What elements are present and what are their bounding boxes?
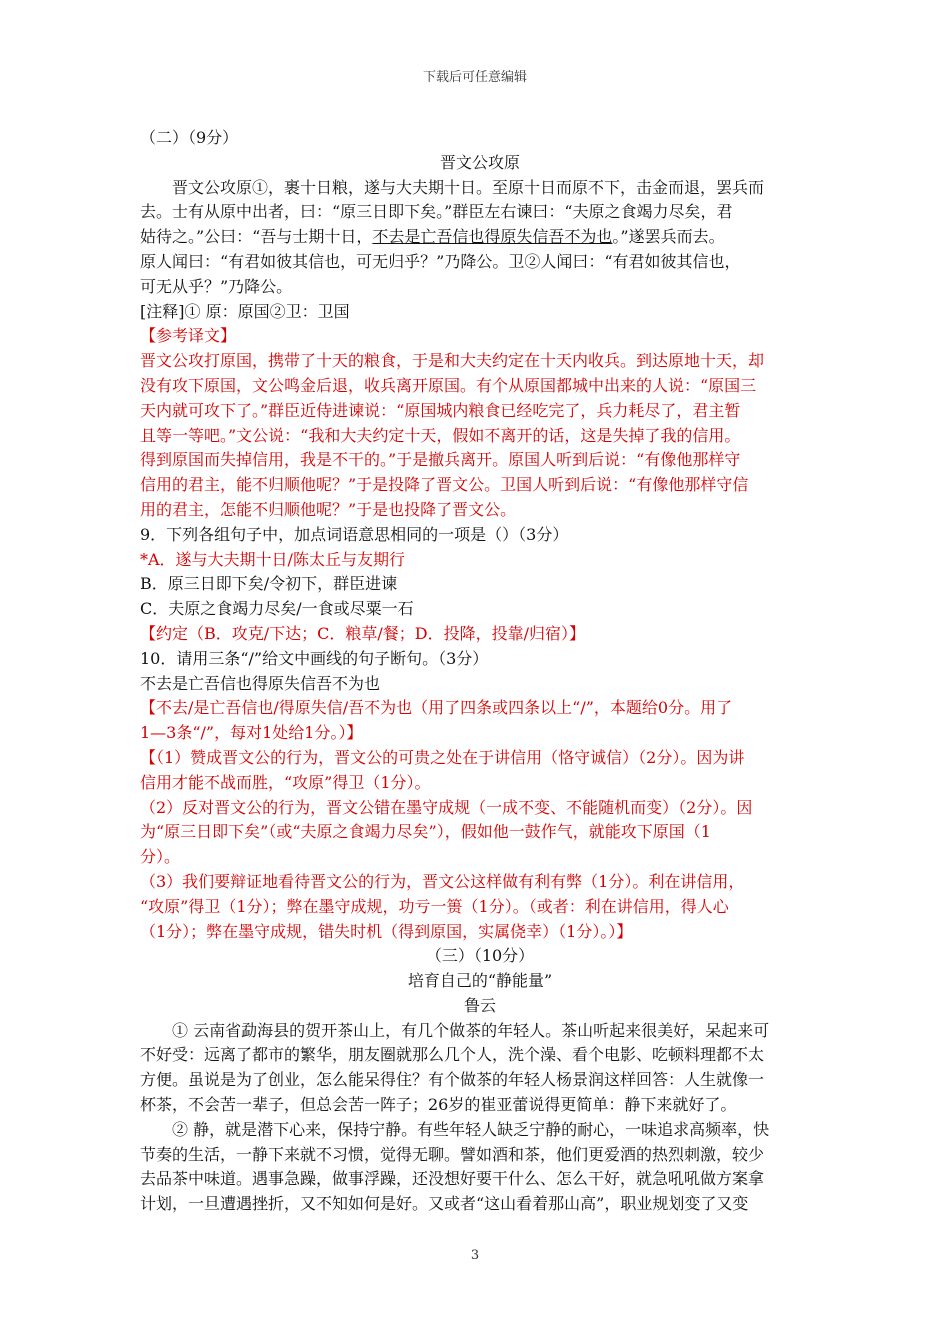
- article-line: 计划，一旦遭遇挫折，又不知如何是好。又或者“这山看着那山高”，职业规划变了又变: [140, 1194, 749, 1214]
- question-10-answer: 【不去/是亡吾信也/得原失信/吾不为也（用了四条或四条以上“/”，本题给0分。用了: [140, 698, 733, 718]
- question-9-option-a: *A．遂与大夫期十日/陈太丘与友期行: [140, 549, 405, 569]
- article-line: ① 云南省勐海县的贺开茶山上，有几个做茶的年轻人。茶山听起来很美好，呆起来可: [172, 1020, 770, 1040]
- article-author: 鲁云: [463, 995, 496, 1015]
- discussion-answer: “攻原”得卫（1分）；弊在墨守成规，功亏一篑（1分）。（或者：利在讲信用，得人心: [140, 896, 729, 916]
- question-10-answer: 1—3条“/”，每对1处给1分。）】: [140, 723, 363, 743]
- passage-line: [140, 225, 820, 250]
- question-10-stem: 10．请用三条“/”给文中画线的句子断句。（3分）: [140, 648, 489, 668]
- translation-line: 得到原国而失掉信用，我是不干的。”于是撤兵离开。原国人听到后说：“有像他那样守: [140, 450, 741, 470]
- passage-line: 可无从乎？”乃降公。: [140, 276, 293, 296]
- question-9-answer: 【约定（B．攻克/下达；C．粮草/餐；D．投降，投靠/归宿）】: [140, 623, 586, 643]
- discussion-answer: 分）。: [140, 847, 181, 867]
- passage-line: 去。士有从原中出者，曰：“原三日即下矣。”群臣左右谏曰：“夫原之食竭力尽矣，君: [140, 202, 733, 222]
- article-line: 去品茶中味道。遇事急躁，做事浮躁，还没想好要干什么、怎么干好，就急吼吼做方案拿: [140, 1169, 765, 1189]
- discussion-answer: （1分）；弊在墨守成规，错失时机（得到原国，实属侥幸）（1分）。）】: [140, 921, 633, 941]
- translation-line: 晋文公攻打原国，携带了十天的粮食，于是和大夫约定在十天内收兵。到达原地十天，却: [140, 351, 765, 371]
- discussion-answer: （2）反对晋文公的行为，晋文公错在墨守成规（一成不变、不能随机而变）（2分）。因: [140, 797, 753, 817]
- page-number: 3: [470, 1248, 480, 1263]
- section-heading: （三）（10分）: [425, 946, 535, 966]
- translation-line: 且等一等吧。”文公说：“我和大夫约定十天，假如不离开的话，这是失掉了我的信用。: [140, 425, 741, 445]
- passage-text: 。”遂罢兵而去。: [612, 227, 725, 247]
- passage-line: 晋文公攻原①，裹十日粮，遂与大夫期十日。至原十日而原不下，击金而退，罢兵而: [172, 177, 765, 197]
- translation-line: 用的君主，怎能不归顺他呢？”于是也投降了晋文公。: [140, 499, 517, 519]
- question-9-option-c: C．夫原之食竭力尽矣/一食或尽粟一石: [140, 599, 414, 619]
- question-9-stem: 9．下列各组句子中，加点词语意思相同的一项是（）（3分）: [140, 524, 569, 544]
- passage-title: 晋文公攻原: [439, 152, 520, 172]
- translation-line: 天内就可攻下了。”群臣近侍进谏说：“原国城内粮食已经吃完了，兵力耗尽了，君主暂: [140, 400, 741, 420]
- article-line: 杯茶，不会苦一辈子，但总会苦一阵子；26岁的崔亚蕾说得更简单：静下来就好了。: [140, 1095, 737, 1115]
- article-line: 方便。虽说是为了创业，怎么能呆得住？有个做茶的年轻人杨景润这样回答：人生就像一: [140, 1070, 765, 1090]
- article-line: 不好受：远离了都市的繁华，朋友圈就那么几个人，洗个澡、看个电影、吃顿料理都不太: [140, 1045, 765, 1065]
- discussion-answer: （3）我们要辩证地看待晋文公的行为，晋文公这样做有利有弊（1分）。利在讲信用，: [140, 871, 745, 891]
- section-heading: （二）（9分）: [140, 128, 239, 147]
- translation-line: 没有攻下原国，文公鸣金后退，收兵离开原国。有个从原国都城中出来的人说：“原国三: [140, 375, 757, 395]
- discussion-answer: 为“原三日即下矣”（或“夫原之食竭力尽矣”），假如他一鼓作气，就能攻下原国（1: [140, 822, 711, 842]
- translation-heading: 【参考译文】: [140, 326, 237, 346]
- question-9-option-b: B．原三日即下矣/令初下，群臣进谏: [140, 574, 398, 594]
- passage-text: 姑待之。”公曰：“吾与士期十日，: [140, 227, 373, 247]
- article-line: ② 静，就是潜下心来，保持宁静。有些年轻人缺乏宁静的耐心，一味追求高频率，快: [172, 1119, 770, 1139]
- passage-line: 原人闻曰：“有君如彼其信也，可无归乎？”乃降公。卫②人闻曰：“有君如彼其信也，: [140, 251, 741, 271]
- annotation-note: [注释]① 原：原国②卫：卫国: [140, 301, 350, 321]
- page-header: 下载后可任意编辑: [422, 70, 527, 85]
- article-line: 节奏的生活，一静下来就不习惯，觉得无聊。譬如酒和茶，他们更爱酒的热烈刺激，较少: [140, 1144, 765, 1164]
- article-title: 培育自己的“静能量”: [407, 971, 553, 991]
- underlined-sentence: 不去是亡吾信也得原失信吾不为也: [372, 227, 613, 247]
- discussion-answer: 信用才能不战而胜，“攻原”得卫（1分）。: [140, 772, 431, 792]
- question-10-sentence: 不去是亡吾信也得原失信吾不为也: [140, 673, 381, 693]
- translation-line: 信用的君主，能不归顺他呢？”于是投降了晋文公。卫国人听到后说：“有像他那样守信: [140, 475, 749, 495]
- document-body: [140, 126, 820, 1217]
- discussion-answer: 【（1）赞成晋文公的行为，晋文公的可贵之处在于讲信用（恪守诚信）（2分）。因为讲: [140, 747, 745, 767]
